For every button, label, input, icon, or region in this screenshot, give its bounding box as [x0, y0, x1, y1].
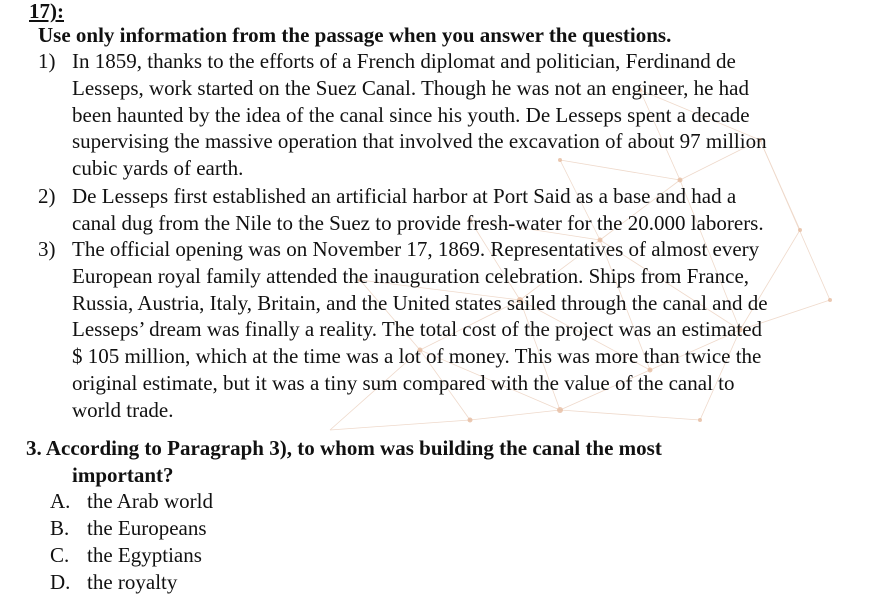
- paragraph-line: canal dug from the Nile to the Suez to provide fresh-water for the 20.000 laborers.: [72, 210, 764, 235]
- paragraph-line: cubic yards of earth.: [72, 156, 244, 181]
- paragraph-number: 3): [38, 237, 56, 261]
- question-prompt: [26, 435, 866, 489]
- paragraph-text: [72, 183, 858, 237]
- paragraph-line: European royal family attended the inauguration celebration. Ships from France,: [72, 263, 750, 288]
- paragraph-text: [72, 236, 858, 424]
- question-number: 17):: [29, 0, 64, 23]
- option-letter: C.: [50, 543, 70, 567]
- option-text: the Europeans: [87, 516, 207, 540]
- paragraph-line: The official opening was on November 17, 1869. Representatives of almost every: [72, 237, 760, 261]
- paragraph-line: original estimate, but it was a tiny sum compared with the value of the canal to: [72, 370, 735, 395]
- paragraph-line: been haunted by the idea of the canal since his youth. De Lesseps spent a decade: [72, 102, 750, 127]
- paragraph-number: 2): [38, 184, 56, 208]
- paragraph-line: world trade.: [72, 397, 174, 422]
- answer-options: [50, 488, 213, 596]
- option-a[interactable]: [50, 488, 213, 515]
- option-letter: D.: [50, 570, 71, 594]
- paragraph-text: [72, 48, 858, 182]
- option-c[interactable]: [50, 542, 213, 569]
- paragraph-line: Lesseps, work started on the Suez Canal. Though he was not an engineer, he had: [72, 75, 750, 100]
- question-line: important?: [72, 463, 174, 487]
- paragraph-line: Lesseps’ dream was finally a reality. The total cost of the project was an estimated: [72, 317, 763, 342]
- instruction: Use only information from the passage when you answer the questions.: [38, 23, 672, 47]
- paragraph-number: 1): [38, 49, 56, 73]
- option-d[interactable]: [50, 569, 213, 596]
- paragraph-2: [38, 183, 858, 237]
- option-text: the Egyptians: [87, 543, 202, 567]
- option-letter: B.: [50, 516, 70, 540]
- paragraph-line: De Lesseps first established an artificial harbor at Port Said as a base and had a: [72, 184, 737, 208]
- paragraph-line: $ 105 million, which at the time was a lot of money. This was more than twice the: [72, 344, 762, 369]
- paragraph-line: In 1859, thanks to the efforts of a French diplomat and politician, Ferdinand de: [72, 49, 736, 73]
- option-letter: A.: [50, 489, 71, 513]
- option-b[interactable]: [50, 515, 213, 542]
- option-text: the royalty: [87, 570, 178, 594]
- option-text: the Arab world: [87, 489, 213, 513]
- paragraph-3: [38, 236, 858, 426]
- paragraph-1: [38, 48, 858, 183]
- paragraph-line: Russia, Austria, Italy, Britain, and the United states sailed through the canal and de: [72, 290, 768, 315]
- paragraph-line: supervising the massive operation that involved the excavation of about 97 million: [72, 129, 767, 154]
- question-line: 3. According to Paragraph 3), to whom was building the canal the most: [26, 436, 662, 460]
